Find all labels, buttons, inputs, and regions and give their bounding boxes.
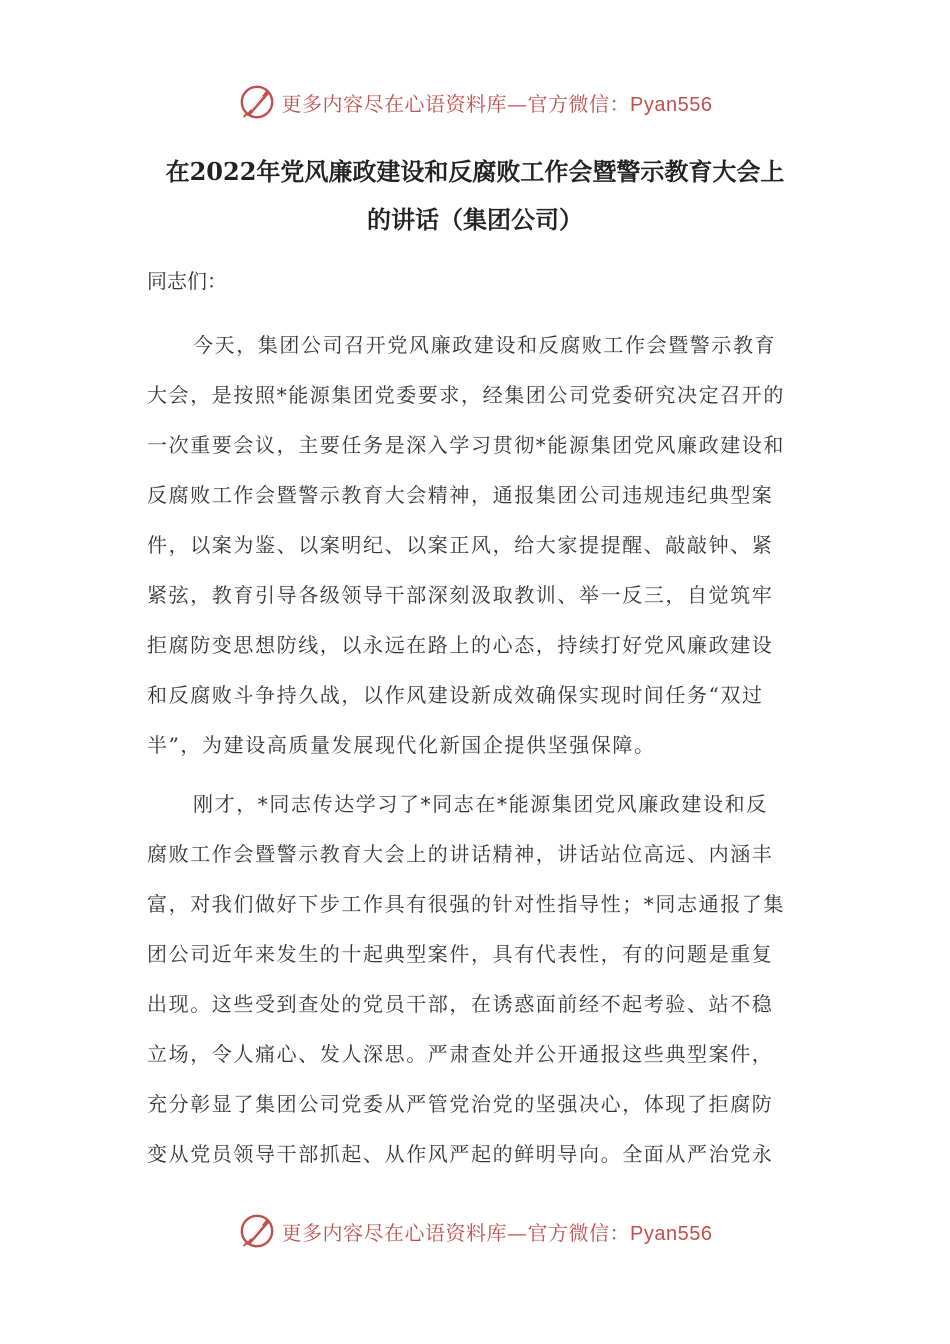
quill-logo-icon xyxy=(238,83,276,121)
title-line-1: 在2022年党风廉政建设和反腐败工作会暨警示教育大会上 xyxy=(165,157,785,186)
paragraph-line: 充分彰显了集团公司党委从严管党治党的坚强决心，体现了拒腐防 xyxy=(147,1092,774,1116)
paragraph-line: 出现。这些受到查处的党员干部，在诱惑面前经不起考验、站不稳 xyxy=(147,992,774,1016)
paragraph-line: 件，以案为鉴、以案明纪、以案正风，给大家提提醒、敲敲钟、紧 xyxy=(147,533,774,557)
paragraph-line: 团公司近年来发生的十起典型案件，具有代表性，有的问题是重复 xyxy=(147,942,774,966)
paragraph-line: 和反腐败斗争持久战，以作风建设新成效确保实现时间任务“双过 xyxy=(147,683,764,707)
paragraph-line: 反腐败工作会暨警示教育大会精神，通报集团公司违规违纪典型案 xyxy=(147,483,774,507)
banner-text: 更多内容尽在心语资料库—官方微信： xyxy=(281,1220,631,1245)
paragraph-line: 紧弦，教育引导各级领导干部深刻汲取教训、举一反三，自觉筑牢 xyxy=(147,583,774,607)
paragraph-line: 半”，为建设高质量发展现代化新国企提供坚强保障。 xyxy=(147,733,656,757)
quill-logo-icon xyxy=(238,1212,276,1250)
paragraph-line: 立场，令人痛心、发人深思。严肃查处并公开通报这些典型案件， xyxy=(147,1042,774,1066)
footer-banner xyxy=(0,1209,950,1253)
paragraph-line: 变从党员领导干部抓起、从作风严起的鲜明导向。全面从严治党永 xyxy=(147,1142,774,1166)
paragraph-line: 拒腐防变思想防线，以永远在路上的心态，持续打好党风廉政建设 xyxy=(147,633,774,657)
paragraph-line: 腐败工作会暨警示教育大会上的讲话精神，讲话站位高远、内涵丰 xyxy=(147,842,774,866)
paragraph-line: 今天，集团公司召开党风廉政建设和反腐败工作会暨警示教育 xyxy=(193,333,777,357)
document-title xyxy=(100,148,850,244)
title-line-2: 的讲话（集团公司） xyxy=(367,205,583,234)
paragraph-line: 大会，是按照*能源集团党委要求，经集团公司党委研究决定召开的 xyxy=(147,383,785,407)
paragraph-line: 一次重要会议，主要任务是深入学习贯彻*能源集团党风廉政建设和 xyxy=(147,433,785,457)
banner-wechat-handle: Pyan556 xyxy=(630,93,713,116)
paragraph-line: 富，对我们做好下步工作具有很强的针对性指导性；*同志通报了集 xyxy=(147,892,785,916)
paragraph-2 xyxy=(147,786,807,1186)
banner-wechat-handle: Pyan556 xyxy=(630,1222,713,1245)
banner-text: 更多内容尽在心语资料库—官方微信： xyxy=(281,91,631,116)
paragraph-line: 刚才，*同志传达学习了*同志在*能源集团党风廉政建设和反 xyxy=(193,792,768,816)
paragraph-1 xyxy=(147,327,807,777)
header-banner xyxy=(0,80,950,124)
greeting: 同志们： xyxy=(147,269,227,293)
